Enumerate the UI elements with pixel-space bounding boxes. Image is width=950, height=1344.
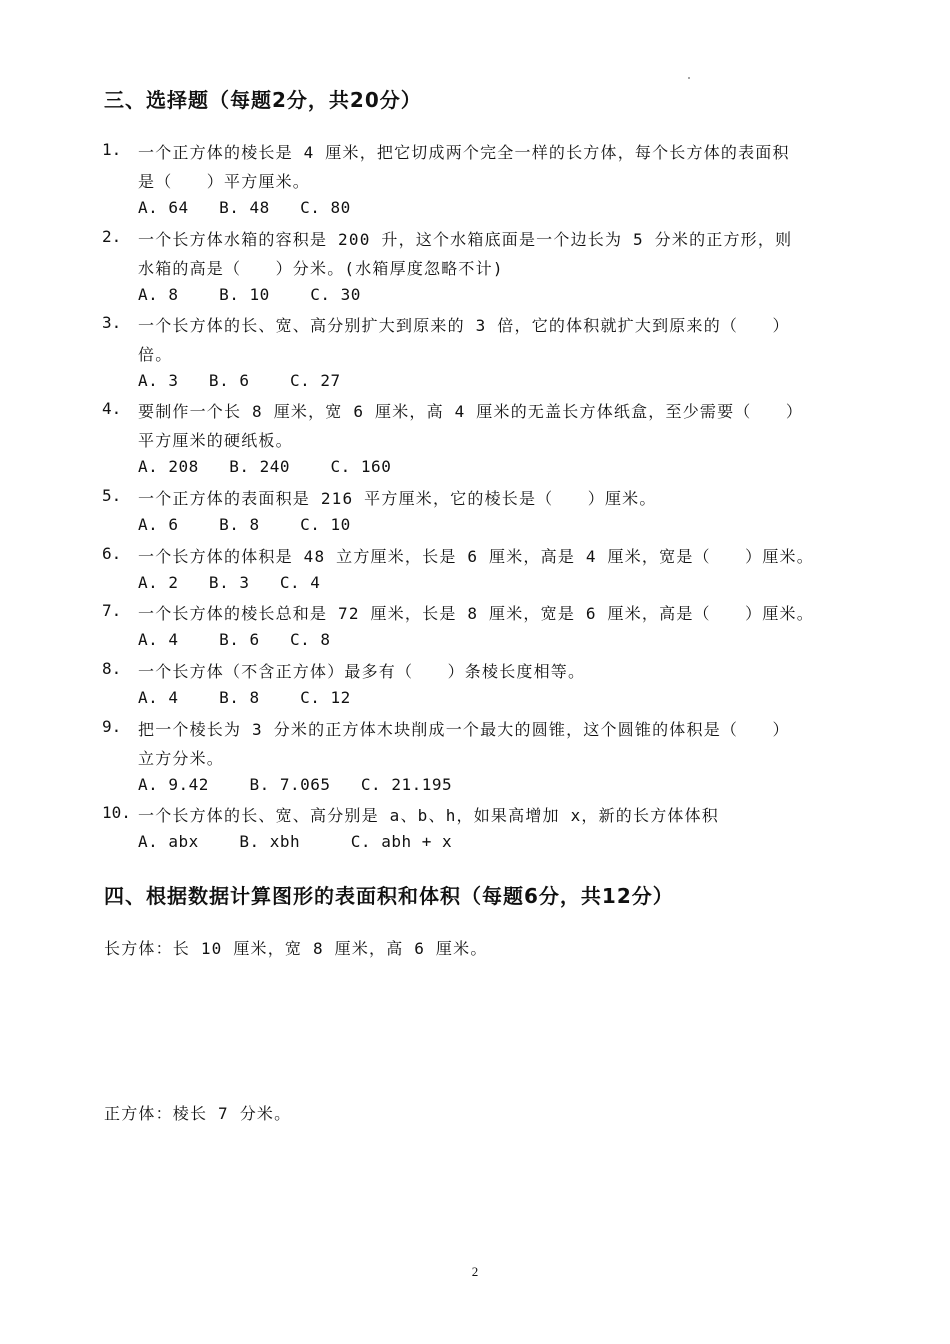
q5-line1: 一个正方体的表面积是 216 平方厘米，它的棱长是（ ）厘米。: [138, 489, 657, 508]
q6-options: A. 2 B. 3 C. 4: [138, 573, 321, 592]
q8-line1: 一个长方体（不含正方体）最多有（ ）条棱长度相等。: [138, 662, 586, 681]
q9-line1: 把一个棱长为 3 分米的正方体木块削成一个最大的圆锥，这个圆锥的体积是（ ）: [138, 720, 790, 739]
q3-options: A. 3 B. 6 C. 27: [138, 371, 341, 390]
q6-number: 6.: [102, 544, 122, 563]
q10-options: A. abx B. xbh C. abh + x: [138, 832, 453, 851]
q2-options: A. 8 B. 10 C. 30: [138, 285, 361, 304]
q2-number: 2.: [102, 227, 122, 246]
q5-options: A. 6 B. 8 C. 10: [138, 515, 351, 534]
q9-line2: 立方分米。: [138, 749, 225, 768]
q7-options: A. 4 B. 6 C. 8: [138, 630, 331, 649]
section-3-title: 三、选择题（每题2分，共20分）: [104, 88, 422, 112]
q9-number: 9.: [102, 717, 122, 736]
q1-line1: 一个正方体的棱长是 4 厘米，把它切成两个完全一样的长方体，每个长方体的表面积: [138, 143, 790, 162]
q8-options: A. 4 B. 8 C. 12: [138, 688, 351, 707]
q1-line2: 是（ ）平方厘米。: [138, 172, 311, 191]
q2-line1: 一个长方体水箱的容积是 200 升，这个水箱底面是一个边长为 5 分米的正方形，则: [138, 230, 793, 249]
q8-number: 8.: [102, 659, 122, 678]
q1-options: A. 64 B. 48 C. 80: [138, 198, 351, 217]
q7-line1: 一个长方体的棱长总和是 72 厘米，长是 8 厘米，宽是 6 厘米，高是（ ）厘米。: [138, 604, 814, 623]
q4-number: 4.: [102, 399, 122, 418]
q4-line1: 要制作一个长 8 厘米，宽 6 厘米，高 4 厘米的无盖长方体纸盒，至少需要（ ）: [138, 402, 804, 421]
q3-line1: 一个长方体的长、宽、高分别扩大到原来的 3 倍，它的体积就扩大到原来的（ ）: [138, 316, 790, 335]
q6-line1: 一个长方体的体积是 48 立方厘米，长是 6 厘米，高是 4 厘米，宽是（ ）厘米。: [138, 547, 814, 566]
q5-number: 5.: [102, 486, 122, 505]
speck-mark: [688, 77, 690, 79]
q7-number: 7.: [102, 601, 122, 620]
page-number: 2: [471, 1264, 479, 1279]
q4-options: A. 208 B. 240 C. 160: [138, 457, 392, 476]
cube-problem: 正方体：棱长 7 分米。: [104, 1104, 292, 1123]
q10-number: 10.: [102, 803, 131, 822]
cuboid-problem: 长方体：长 10 厘米，宽 8 厘米，高 6 厘米。: [104, 939, 488, 958]
q9-options: A. 9.42 B. 7.065 C. 21.195: [138, 775, 453, 794]
q3-line2: 倍。: [138, 345, 173, 364]
section-4-title: 四、根据数据计算图形的表面积和体积（每题6分，共12分）: [104, 884, 674, 908]
q3-number: 3.: [102, 313, 122, 332]
q10-line1: 一个长方体的长、宽、高分别是 a、b、h，如果高增加 x，新的长方体体积: [138, 806, 719, 825]
q4-line2: 平方厘米的硬纸板。: [138, 431, 293, 450]
q1-number: 1.: [102, 140, 122, 159]
q2-line2: 水箱的高是（ ）分米。(水箱厚度忽略不计): [138, 259, 504, 278]
